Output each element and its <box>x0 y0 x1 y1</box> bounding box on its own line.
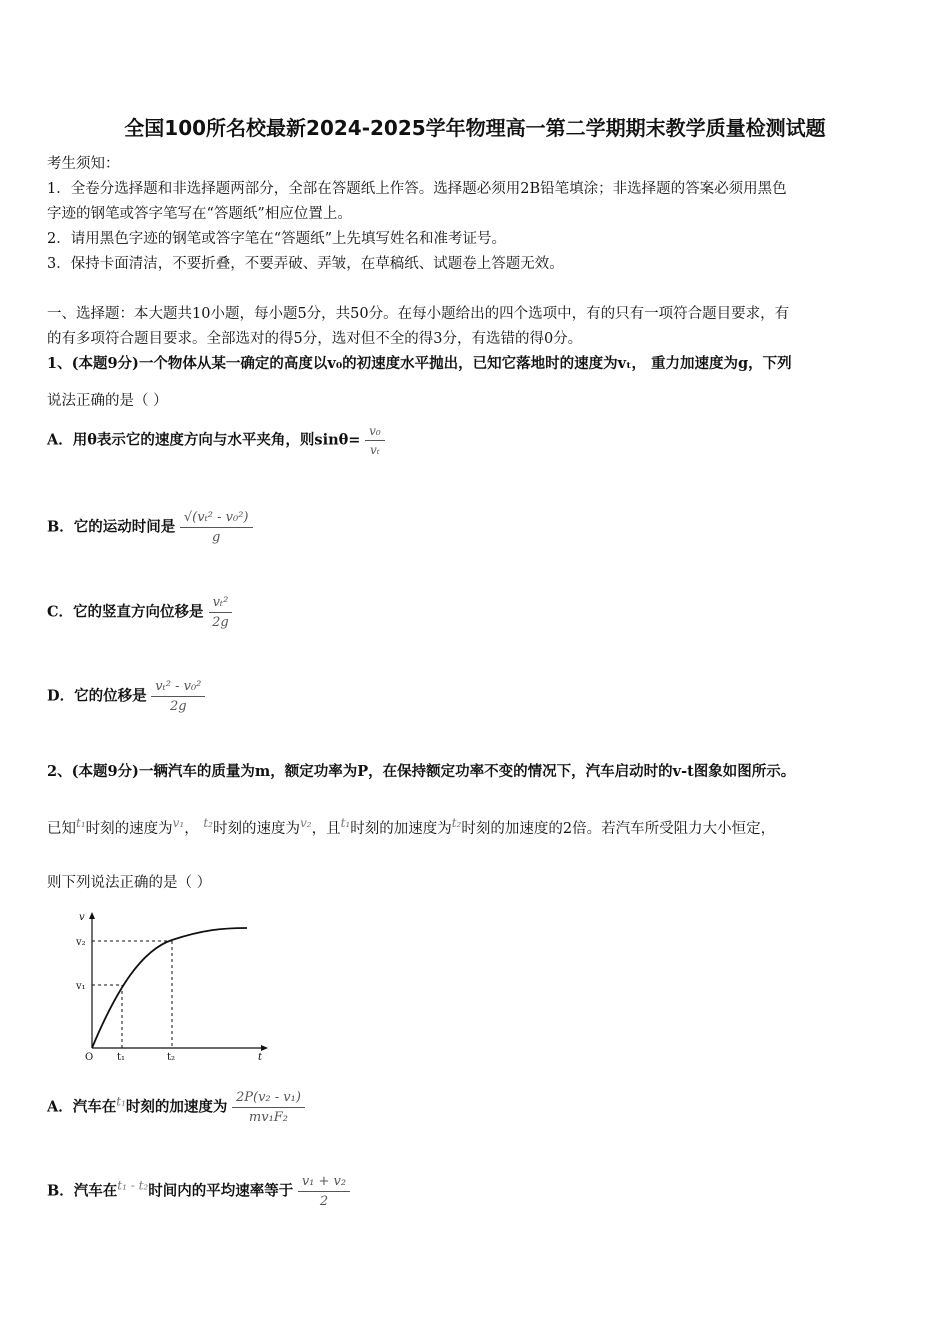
q1-option-a-formula <box>365 424 385 457</box>
q1-option-b-formula <box>180 510 253 545</box>
q1-option-d-formula <box>151 679 205 714</box>
q1-option-a-num: v₀ <box>365 424 385 441</box>
q2-stem-b-2: 时刻的速度为 <box>85 820 173 837</box>
vt-graph <box>72 908 277 1068</box>
notice-item-1b: 字迹的钢笔或答字笔写在“答题纸”相应位置上。 <box>47 206 352 222</box>
q2-stem-b-4: 时刻的速度为 <box>212 820 300 837</box>
q1-option-c-text: C．它的竖直方向位移是 <box>47 603 204 621</box>
q1-option-a <box>47 424 385 457</box>
q2-stem-b-3: ， <box>184 820 199 837</box>
vt-graph-curve <box>92 928 247 1048</box>
q1-option-a-den: vₜ <box>370 443 380 457</box>
q1-option-b-text: B．它的运动时间是 <box>47 518 176 536</box>
vt-graph-t1-label: t₁ <box>117 1052 126 1063</box>
section1-line-a: 一、选择题：本大题共10小题，每小题5分，共50分。在每小题给出的四个选项中，有的只有一项符合题目要求，有 <box>47 306 790 322</box>
notice-item-1a: 1．全卷分选择题和非选择题两部分，全部在答题纸上作答。选择题必须用2B铅笔填涂；非选择题的答案必须用黑色 <box>47 181 787 197</box>
q2-stem-b-6: 时刻的加速度为 <box>350 820 452 837</box>
q1-option-c <box>47 595 233 630</box>
q2-stem-b-t2: t₂ <box>203 816 213 830</box>
q2-stem-b-t2b: t₂ <box>451 816 462 830</box>
section1-line-b: 的有多项符合题目要求。全部选对的得5分，选对但不全的得3分，有选错的得0分。 <box>47 331 583 347</box>
notice-item-2: 2．请用黑色字迹的钢笔或答字笔在“答题纸”上先填写姓名和准考证号。 <box>47 231 507 247</box>
q2-option-b-num: v₁ + v₂ <box>298 1174 350 1192</box>
vt-graph-t2-label: t₂ <box>167 1052 176 1063</box>
q2-option-b-text: B．汽车在 <box>47 1182 118 1200</box>
q2-stem-b-v2: v₂ <box>299 816 312 830</box>
q2-option-b-text2: 时间内的平均速率等于 <box>148 1182 294 1200</box>
q1-option-a-text: A．用θ表示它的速度方向与水平夹角，则sinθ= <box>47 431 361 449</box>
q2-stem-b-7: 时刻的加速度的2倍。若汽车所受阻力大小恒定， <box>461 820 776 837</box>
q1-option-d-den: 2g <box>169 699 187 714</box>
vt-graph-v1-label: v₁ <box>76 981 86 992</box>
q1-option-b <box>47 510 253 545</box>
q2-stem-a: 2、(本题9分)一辆汽车的质量为m，额定功率为P，在保持额定功率不变的情况下，汽车启动时的v-t图象如图所示。 <box>47 763 796 780</box>
vt-graph-x-arrow <box>261 1045 268 1051</box>
q2-stem-b <box>47 816 775 838</box>
vt-graph-y-arrow <box>89 912 95 919</box>
q1-option-b-den: g <box>212 530 221 545</box>
q1-option-c-den: 2g <box>212 615 229 630</box>
q2-option-a-text: A．汽车在 <box>47 1098 117 1116</box>
q2-option-a-num: 2P(v₂ - v₁) <box>232 1090 305 1108</box>
q2-stem-b-1: 已知 <box>47 820 76 837</box>
vt-graph-y-label: v <box>79 912 85 923</box>
vt-graph-origin-label: O <box>85 1052 94 1063</box>
q2-option-a-den: mv₁F₂ <box>248 1110 289 1125</box>
q2-option-a-formula <box>232 1090 305 1125</box>
q1-option-c-formula <box>208 595 233 630</box>
q2-option-b <box>47 1174 350 1209</box>
vt-graph-x-label: t <box>258 1052 263 1063</box>
q1-option-d-num: vₜ² - v₀² <box>151 679 205 697</box>
q1-stem-b: 说法正确的是（ ） <box>47 393 168 409</box>
q2-stem-b-t1b: t₁ <box>340 816 351 830</box>
q2-option-b-formula <box>298 1174 350 1209</box>
q2-stem-b-5: ，且 <box>311 820 341 837</box>
q2-stem-c: 则下列说法正确的是（ ） <box>47 875 212 891</box>
vt-graph-v2-label: v₂ <box>76 937 86 948</box>
q2-stem-b-t1: t₁ <box>76 816 86 830</box>
q2-option-a <box>47 1090 305 1125</box>
q2-option-a-text2: 时刻的加速度为 <box>125 1098 228 1116</box>
q1-option-d <box>47 679 205 714</box>
q2-option-a-sub: t₁ <box>116 1094 126 1109</box>
q1-option-b-num: √(vₜ² - v₀²) <box>180 510 253 528</box>
q1-stem-a: 1、(本题9分)一个物体从某一确定的高度以v₀的初速度水平抛出，已知它落地时的速度为vₜ， 重力加速度为g，下列 <box>47 355 792 372</box>
notice-item-3: 3．保持卡面清洁，不要折叠，不要弄破、弄皱，在草稿纸、试题卷上答题无效。 <box>47 256 564 272</box>
notice-heading: 考生须知： <box>47 156 120 172</box>
q2-stem-b-v1: v₁ <box>172 816 185 830</box>
q2-option-b-den: 2 <box>319 1194 329 1209</box>
q2-option-b-sub: t₁ - t₂ <box>117 1178 149 1193</box>
page-title: 全国100所名校最新2024-2025学年物理高一第二学期期末教学质量检测试题 <box>124 116 826 140</box>
q1-option-d-text: D．它的位移是 <box>47 687 147 705</box>
q1-option-c-num: vₜ² <box>209 595 233 613</box>
